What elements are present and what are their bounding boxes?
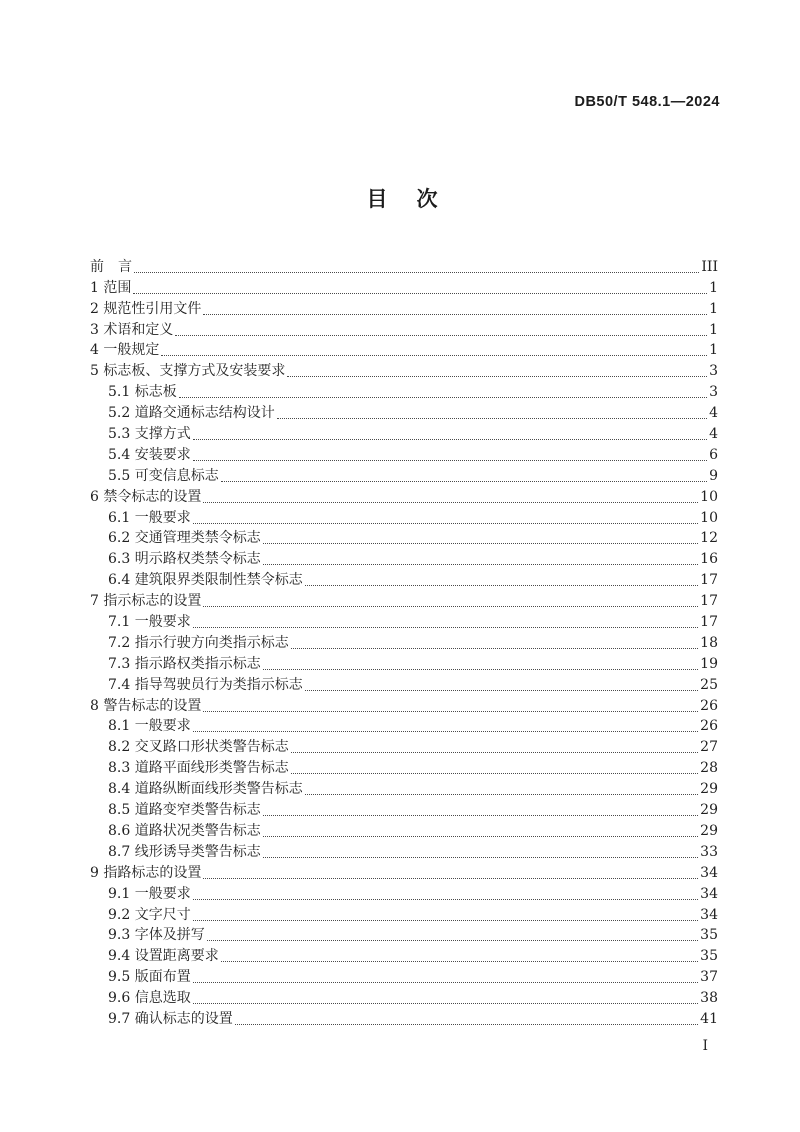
toc-entry-label: 8.4 道路纵断面线形类警告标志 [108,781,303,798]
toc-entry [90,360,718,381]
toc-entry-page: 29 [700,781,718,798]
toc-entry [90,925,718,946]
toc-entry [90,381,718,402]
dot-leader [203,878,698,879]
toc-entry-label: 3 术语和定义 [90,321,174,338]
dot-leader [175,335,707,336]
dot-leader [263,564,698,565]
dot-leader [193,899,698,900]
toc-entry-page: 17 [700,614,718,631]
toc-entry-label: 9.5 版面布置 [108,969,191,986]
dot-leader [134,272,699,273]
toc-entry [90,904,718,925]
toc-list [90,256,718,1029]
toc-entry-page: 10 [700,509,718,526]
toc-entry [90,486,718,507]
toc-entry-label: 8 警告标志的设置 [90,697,202,714]
toc-entry-label: 4 一般规定 [90,342,160,359]
toc-entry [90,340,718,361]
dot-leader [221,481,707,482]
dot-leader [193,1003,698,1004]
toc-entry-page: 26 [700,718,718,735]
toc-entry-page: 19 [700,655,718,672]
toc-entry [90,799,718,820]
toc-entry-page: 1 [709,279,718,296]
toc-entry-label: 7.3 指示路权类指示标志 [108,655,261,672]
toc-entry-page: 26 [700,697,718,714]
dot-leader [203,502,698,503]
page-title: 目 次 [366,188,442,211]
dot-leader [203,711,698,712]
header-doc-number: DB50/T 548.1—2024 [574,94,720,110]
toc-entry-label: 8.7 线形诱导类警告标志 [108,843,261,860]
toc-entry [90,820,718,841]
toc-entry [90,778,718,799]
toc-entry-page: 38 [700,990,718,1007]
dot-leader [277,418,707,419]
toc-entry-page: 27 [700,739,718,756]
dot-leader [193,439,707,440]
toc-entry-page: 6 [709,446,718,463]
toc-entry-label: 8.3 道路平面线形类警告标志 [108,760,289,777]
toc-entry-label: 1 范围 [90,279,132,296]
toc-entry-label: 7 指示标志的设置 [90,593,202,610]
toc-entry-page: 35 [700,927,718,944]
dot-leader [193,731,698,732]
toc-entry-label: 8.1 一般要求 [108,718,191,735]
toc-entry-page: 3 [709,363,718,380]
toc-entry-page: 16 [700,551,718,568]
toc-entry-page: 29 [700,802,718,819]
toc-entry [90,465,718,486]
toc-entry-label: 2 规范性引用文件 [90,300,202,317]
toc-entry-page: 18 [700,634,718,651]
dot-leader [193,982,698,983]
toc-entry-label: 6.3 明示路权类禁令标志 [108,551,261,568]
toc-entry-page: 4 [709,426,718,443]
toc-entry-page: 34 [700,864,718,881]
toc-entry-page: 1 [709,300,718,317]
toc-entry-label: 5.5 可变信息标志 [108,467,219,484]
toc-entry-label: 9.4 设置距离要求 [108,948,219,965]
toc-entry-label: 9.7 确认标志的设置 [108,1010,233,1027]
toc-entry [90,507,718,528]
dot-leader [193,627,698,628]
toc-entry-label: 8.5 道路变窄类警告标志 [108,802,261,819]
dot-leader [263,836,698,837]
footer-page-number: I [702,1038,708,1054]
dot-leader [263,815,698,816]
toc-entry [90,945,718,966]
toc-entry-label: 6 禁令标志的设置 [90,488,202,505]
toc-entry [90,298,718,319]
toc-entry-page: 9 [709,467,718,484]
toc-entry-label: 5.4 安装要求 [108,446,191,463]
toc-entry-label: 6.2 交通管理类禁令标志 [108,530,261,547]
toc-entry [90,695,718,716]
toc-entry-page: 17 [700,593,718,610]
toc-entry [90,883,718,904]
toc-entry-label: 9.6 信息选取 [108,990,191,1007]
dot-leader [193,920,698,921]
dot-leader [305,794,698,795]
dot-leader [263,669,698,670]
toc-entry [90,423,718,444]
toc-entry [90,444,718,465]
toc-entry [90,277,718,298]
toc-entry-label: 8.6 道路状况类警告标志 [108,822,261,839]
toc-entry [90,716,718,737]
toc-entry [90,736,718,757]
dot-leader [221,961,698,962]
toc-entry [90,402,718,423]
dot-leader [161,355,707,356]
dot-leader [133,293,707,294]
toc-entry-page: III [701,258,718,275]
toc-entry [90,653,718,674]
toc-entry-page: 25 [700,676,718,693]
dot-leader [263,857,698,858]
toc-entry-page: 17 [700,572,718,589]
toc-entry [90,987,718,1008]
toc-entry-page: 29 [700,822,718,839]
toc-entry-label: 9.3 字体及拼写 [108,927,205,944]
toc-entry [90,319,718,340]
toc-entry-label: 9.2 文字尺寸 [108,906,191,923]
dot-leader [291,752,698,753]
toc-entry-label: 7.4 指导驾驶员行为类指示标志 [108,676,303,693]
dot-leader [263,543,698,544]
dot-leader [305,585,698,586]
toc-entry [90,841,718,862]
toc-entry [90,862,718,883]
toc-entry-page: 28 [700,760,718,777]
dot-leader [291,648,698,649]
toc-entry-label: 6.1 一般要求 [108,509,191,526]
toc-entry-label: 5 标志板、支撑方式及安装要求 [90,363,286,380]
toc-entry-label: 7.2 指示行驶方向类指示标志 [108,634,289,651]
toc-entry [90,528,718,549]
toc-entry [90,757,718,778]
dot-leader [193,460,707,461]
toc-entry [90,611,718,632]
dot-leader [305,690,698,691]
toc-entry [90,569,718,590]
toc-entry-page: 1 [709,321,718,338]
toc-entry-page: 33 [700,843,718,860]
toc-entry-page: 1 [709,342,718,359]
dot-leader [291,773,698,774]
toc-entry-label: 8.2 交叉路口形状类警告标志 [108,739,289,756]
toc-entry [90,590,718,611]
toc-entry [90,632,718,653]
toc-entry-page: 35 [700,948,718,965]
toc-entry-label: 5.2 道路交通标志结构设计 [108,405,275,422]
toc-entry-label: 5.3 支撑方式 [108,426,191,443]
toc-entry-page: 34 [700,885,718,902]
toc-entry-page: 37 [700,969,718,986]
toc-entry-page: 10 [700,488,718,505]
toc-entry-page: 4 [709,405,718,422]
dot-leader [207,940,698,941]
dot-leader [193,523,698,524]
toc-entry [90,674,718,695]
toc-entry-label: 5.1 标志板 [108,384,177,401]
toc-entry-page: 41 [700,1010,718,1027]
dot-leader [179,397,707,398]
toc-entry-page: 3 [709,384,718,401]
dot-leader [203,606,698,607]
toc-entry [90,256,718,277]
dot-leader [235,1024,698,1025]
toc-entry-label: 前 言 [90,258,132,275]
toc-entry-label: 6.4 建筑限界类限制性禁令标志 [108,572,303,589]
dot-leader [287,376,707,377]
toc-entry-label: 9.1 一般要求 [108,885,191,902]
dot-leader [203,314,707,315]
toc-entry [90,966,718,987]
toc-entry [90,1008,718,1029]
toc-entry-label: 7.1 一般要求 [108,614,191,631]
toc-entry-label: 9 指路标志的设置 [90,864,202,881]
toc-entry-page: 12 [700,530,718,547]
toc-entry [90,548,718,569]
toc-entry-page: 34 [700,906,718,923]
